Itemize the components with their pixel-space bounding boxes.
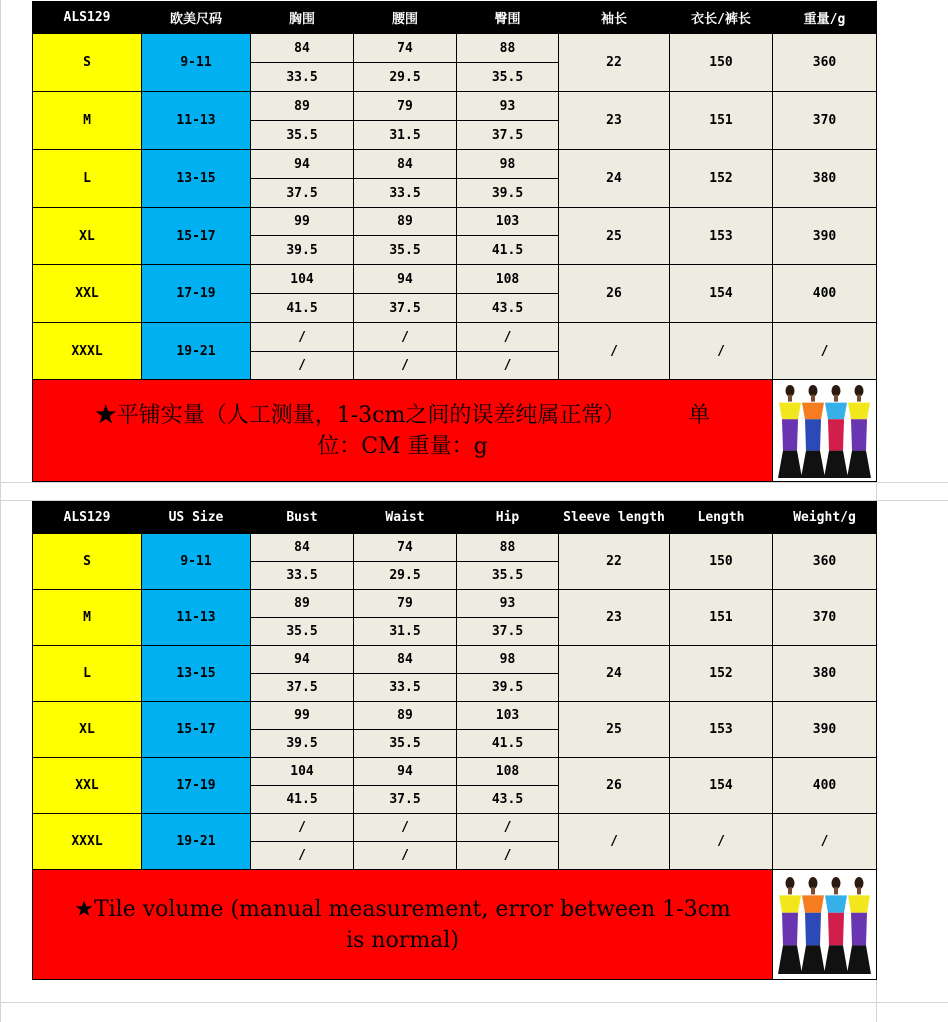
size-table-chinese bbox=[32, 1, 877, 482]
waist-cell: 74 bbox=[354, 34, 457, 63]
us-size-cell: 11-13 bbox=[142, 92, 251, 150]
note-line-2: 位：CM 重量：g bbox=[317, 433, 488, 459]
hip-cell: 93 bbox=[457, 92, 559, 121]
hip-inch-cell: 43.5 bbox=[457, 786, 559, 814]
sleeve-cell: 25 bbox=[559, 208, 670, 265]
waist-inch-cell: 29.5 bbox=[354, 63, 457, 92]
sleeve-cell: / bbox=[559, 814, 670, 870]
header-cell: 衣长/裤长 bbox=[670, 2, 773, 34]
us-size-cell: 9-11 bbox=[142, 34, 251, 92]
header-cell: US Size bbox=[142, 502, 251, 534]
us-size-cell: 15-17 bbox=[142, 208, 251, 265]
size-row bbox=[33, 534, 877, 562]
waist-cell: 79 bbox=[354, 590, 457, 618]
length-cell: 153 bbox=[670, 702, 773, 758]
bust-cell: 84 bbox=[251, 34, 354, 63]
hip-cell: 103 bbox=[457, 702, 559, 730]
hip-inch-cell: 37.5 bbox=[457, 618, 559, 646]
hip-cell: 98 bbox=[457, 646, 559, 674]
bust-inch-cell: 35.5 bbox=[251, 618, 354, 646]
size-cell: S bbox=[33, 534, 142, 590]
size-row bbox=[33, 702, 877, 730]
size-row bbox=[33, 265, 877, 294]
size-cell: S bbox=[33, 34, 142, 92]
gridline bbox=[0, 0, 1, 1022]
sleeve-cell: 23 bbox=[559, 590, 670, 646]
sleeve-cell: 24 bbox=[559, 150, 670, 208]
bust-cell: 94 bbox=[251, 150, 354, 179]
hip-inch-cell: 39.5 bbox=[457, 179, 559, 208]
model-figure bbox=[778, 384, 802, 477]
bust-inch-cell: 35.5 bbox=[251, 121, 354, 150]
header-row bbox=[33, 502, 877, 534]
hip-inch-cell: 41.5 bbox=[457, 236, 559, 265]
header-cell: Weight/g bbox=[773, 502, 877, 534]
bust-inch-cell: 37.5 bbox=[251, 674, 354, 702]
hip-cell: 88 bbox=[457, 34, 559, 63]
size-row bbox=[33, 646, 877, 674]
waist-cell: / bbox=[354, 323, 457, 352]
size-row bbox=[33, 590, 877, 618]
length-cell: 154 bbox=[670, 758, 773, 814]
bust-inch-cell: / bbox=[251, 352, 354, 380]
waist-inch-cell: 37.5 bbox=[354, 294, 457, 323]
hip-cell: / bbox=[457, 323, 559, 352]
weight-cell: / bbox=[773, 323, 877, 380]
sleeve-cell: 24 bbox=[559, 646, 670, 702]
waist-cell: 89 bbox=[354, 702, 457, 730]
measurement-note bbox=[33, 380, 773, 482]
bust-cell: / bbox=[251, 814, 354, 842]
weight-cell: 380 bbox=[773, 646, 877, 702]
waist-cell: / bbox=[354, 814, 457, 842]
product-thumbnail-image bbox=[777, 382, 873, 480]
size-cell: L bbox=[33, 646, 142, 702]
us-size-cell: 15-17 bbox=[142, 702, 251, 758]
sleeve-cell: 22 bbox=[559, 34, 670, 92]
waist-cell: 84 bbox=[354, 646, 457, 674]
size-cell: XXL bbox=[33, 265, 142, 323]
bust-cell: / bbox=[251, 323, 354, 352]
waist-inch-cell: 31.5 bbox=[354, 121, 457, 150]
us-size-cell: 19-21 bbox=[142, 323, 251, 380]
weight-cell: 380 bbox=[773, 150, 877, 208]
waist-inch-cell: 35.5 bbox=[354, 236, 457, 265]
hip-cell: 88 bbox=[457, 534, 559, 562]
weight-cell: 400 bbox=[773, 758, 877, 814]
weight-cell: 370 bbox=[773, 92, 877, 150]
us-size-cell: 11-13 bbox=[142, 590, 251, 646]
header-row bbox=[33, 2, 877, 34]
size-row bbox=[33, 758, 877, 786]
header-cell: Sleeve length bbox=[559, 502, 670, 534]
header-cell: 腰围 bbox=[354, 2, 457, 34]
length-cell: 150 bbox=[670, 534, 773, 590]
size-cell: XXL bbox=[33, 758, 142, 814]
model-figure bbox=[801, 384, 825, 477]
hip-inch-cell: 43.5 bbox=[457, 294, 559, 323]
size-table-english bbox=[32, 501, 877, 980]
waist-inch-cell: 35.5 bbox=[354, 730, 457, 758]
waist-inch-cell: / bbox=[354, 352, 457, 380]
size-row bbox=[33, 208, 877, 236]
header-cell: 臀围 bbox=[457, 2, 559, 34]
us-size-cell: 17-19 bbox=[142, 758, 251, 814]
note-row bbox=[33, 870, 877, 980]
waist-inch-cell: 29.5 bbox=[354, 562, 457, 590]
length-cell: 151 bbox=[670, 590, 773, 646]
length-cell: 150 bbox=[670, 34, 773, 92]
sleeve-cell: 22 bbox=[559, 534, 670, 590]
bust-inch-cell: 41.5 bbox=[251, 294, 354, 323]
weight-cell: 370 bbox=[773, 590, 877, 646]
size-cell: XL bbox=[33, 702, 142, 758]
bust-cell: 104 bbox=[251, 758, 354, 786]
note-line-1: ★Tile volume (manual measurement, error between 1-3cm bbox=[74, 896, 731, 922]
hip-inch-cell: 37.5 bbox=[457, 121, 559, 150]
weight-cell: / bbox=[773, 814, 877, 870]
bust-cell: 104 bbox=[251, 265, 354, 294]
header-cell: 重量/g bbox=[773, 2, 877, 34]
length-cell: 153 bbox=[670, 208, 773, 265]
gridline bbox=[0, 482, 948, 483]
note-row bbox=[33, 380, 877, 482]
length-cell: 151 bbox=[670, 92, 773, 150]
waist-inch-cell: / bbox=[354, 842, 457, 870]
sleeve-cell: 26 bbox=[559, 265, 670, 323]
sleeve-cell: 23 bbox=[559, 92, 670, 150]
hip-inch-cell: 35.5 bbox=[457, 562, 559, 590]
waist-inch-cell: 37.5 bbox=[354, 786, 457, 814]
hip-cell: / bbox=[457, 814, 559, 842]
waist-cell: 94 bbox=[354, 265, 457, 294]
waist-cell: 74 bbox=[354, 534, 457, 562]
header-cell: 欧美尺码 bbox=[142, 2, 251, 34]
bust-inch-cell: 33.5 bbox=[251, 562, 354, 590]
us-size-cell: 17-19 bbox=[142, 265, 251, 323]
length-cell: / bbox=[670, 814, 773, 870]
bust-cell: 99 bbox=[251, 208, 354, 236]
weight-cell: 390 bbox=[773, 208, 877, 265]
bust-cell: 89 bbox=[251, 92, 354, 121]
header-cell: Length bbox=[670, 502, 773, 534]
weight-cell: 390 bbox=[773, 702, 877, 758]
note-line-1: ★平铺实量（人工测量，1-3cm之间的误差纯属正常） 单 bbox=[94, 402, 711, 428]
bust-inch-cell: 41.5 bbox=[251, 786, 354, 814]
model-figure bbox=[847, 877, 871, 974]
product-thumbnail-image bbox=[777, 874, 873, 976]
hip-cell: 103 bbox=[457, 208, 559, 236]
bust-inch-cell: / bbox=[251, 842, 354, 870]
model-figure bbox=[847, 384, 871, 477]
bust-inch-cell: 37.5 bbox=[251, 179, 354, 208]
note-line-2: is normal) bbox=[346, 927, 459, 953]
waist-cell: 84 bbox=[354, 150, 457, 179]
waist-inch-cell: 31.5 bbox=[354, 618, 457, 646]
size-cell: XL bbox=[33, 208, 142, 265]
size-row bbox=[33, 92, 877, 121]
us-size-cell: 9-11 bbox=[142, 534, 251, 590]
waist-cell: 89 bbox=[354, 208, 457, 236]
weight-cell: 400 bbox=[773, 265, 877, 323]
waist-inch-cell: 33.5 bbox=[354, 674, 457, 702]
size-cell: XXXL bbox=[33, 814, 142, 870]
hip-inch-cell: 35.5 bbox=[457, 63, 559, 92]
hip-cell: 98 bbox=[457, 150, 559, 179]
header-cell: 胸围 bbox=[251, 2, 354, 34]
product-photo-cell bbox=[773, 380, 877, 482]
sleeve-cell: 25 bbox=[559, 702, 670, 758]
size-cell: XXXL bbox=[33, 323, 142, 380]
model-figure bbox=[778, 877, 802, 974]
bust-cell: 84 bbox=[251, 534, 354, 562]
header-cell: Waist bbox=[354, 502, 457, 534]
waist-cell: 79 bbox=[354, 92, 457, 121]
size-cell: M bbox=[33, 92, 142, 150]
measurement-note bbox=[33, 870, 773, 980]
hip-inch-cell: / bbox=[457, 842, 559, 870]
size-row bbox=[33, 814, 877, 842]
us-size-cell: 13-15 bbox=[142, 646, 251, 702]
header-cell: 袖长 bbox=[559, 2, 670, 34]
model-figure bbox=[824, 384, 848, 477]
header-cell: Bust bbox=[251, 502, 354, 534]
bust-inch-cell: 39.5 bbox=[251, 730, 354, 758]
size-cell: L bbox=[33, 150, 142, 208]
hip-inch-cell: / bbox=[457, 352, 559, 380]
hip-cell: 108 bbox=[457, 758, 559, 786]
hip-cell: 108 bbox=[457, 265, 559, 294]
waist-cell: 94 bbox=[354, 758, 457, 786]
hip-inch-cell: 39.5 bbox=[457, 674, 559, 702]
waist-inch-cell: 33.5 bbox=[354, 179, 457, 208]
product-photo-cell bbox=[773, 870, 877, 980]
bust-cell: 94 bbox=[251, 646, 354, 674]
bust-inch-cell: 33.5 bbox=[251, 63, 354, 92]
sleeve-cell: / bbox=[559, 323, 670, 380]
length-cell: 152 bbox=[670, 150, 773, 208]
header-cell: Hip bbox=[457, 502, 559, 534]
length-cell: 154 bbox=[670, 265, 773, 323]
size-cell: M bbox=[33, 590, 142, 646]
length-cell: 152 bbox=[670, 646, 773, 702]
bust-cell: 89 bbox=[251, 590, 354, 618]
size-row bbox=[33, 150, 877, 179]
weight-cell: 360 bbox=[773, 534, 877, 590]
model-figure bbox=[824, 877, 848, 974]
header-cell: ALS129 bbox=[33, 2, 142, 34]
us-size-cell: 13-15 bbox=[142, 150, 251, 208]
size-row bbox=[33, 323, 877, 352]
weight-cell: 360 bbox=[773, 34, 877, 92]
header-cell: ALS129 bbox=[33, 502, 142, 534]
gridline bbox=[0, 1002, 948, 1003]
bust-inch-cell: 39.5 bbox=[251, 236, 354, 265]
hip-cell: 93 bbox=[457, 590, 559, 618]
bust-cell: 99 bbox=[251, 702, 354, 730]
sleeve-cell: 26 bbox=[559, 758, 670, 814]
hip-inch-cell: 41.5 bbox=[457, 730, 559, 758]
length-cell: / bbox=[670, 323, 773, 380]
us-size-cell: 19-21 bbox=[142, 814, 251, 870]
size-row bbox=[33, 34, 877, 63]
model-figure bbox=[801, 877, 825, 974]
